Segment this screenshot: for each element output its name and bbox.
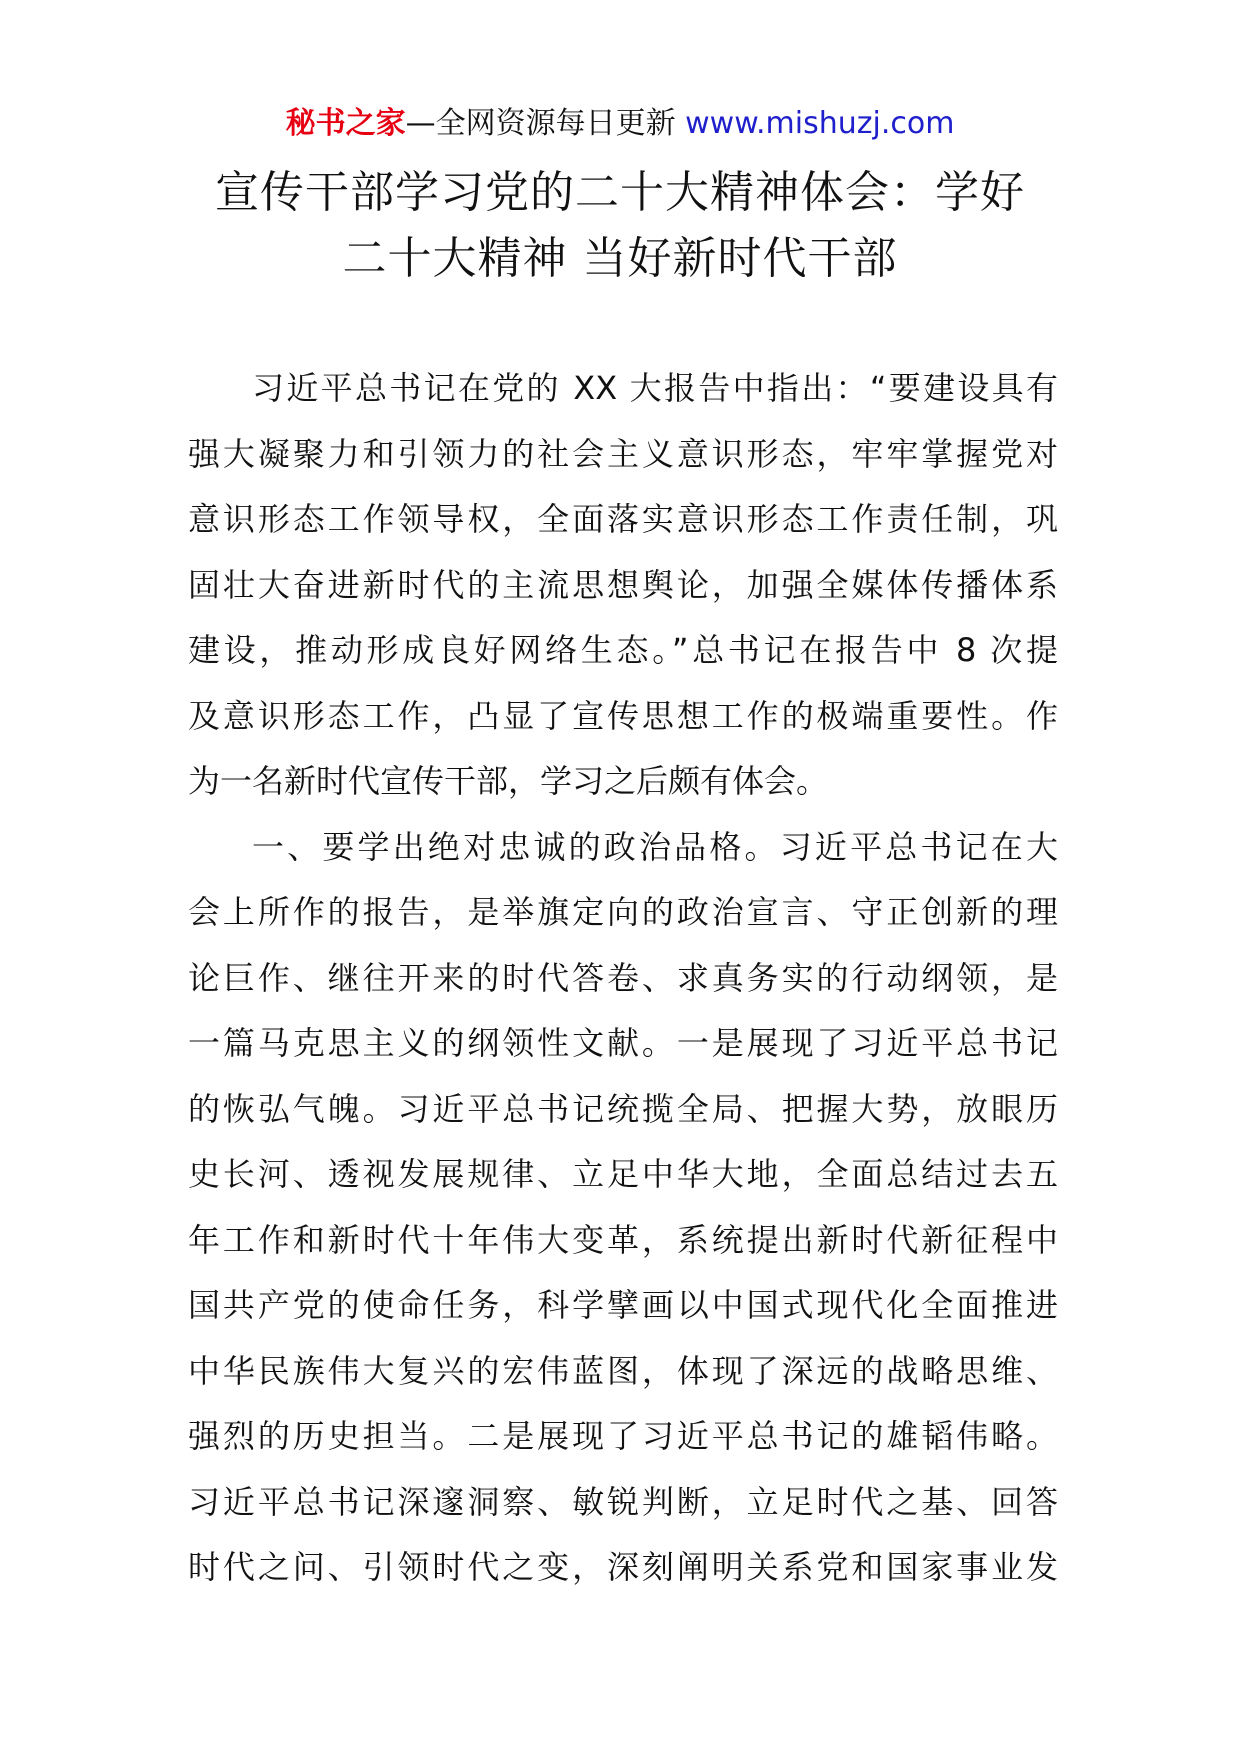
text-line: 时代之问、引领时代之变，深刻阐明关系党和国家事业发 — [188, 1548, 1058, 1586]
paragraph-2 — [188, 815, 1058, 1601]
text-line: 一、要学出绝对忠诚的政治品格。习近平总书记在大 — [252, 827, 1058, 866]
text-line: 国共产党的使命任务，科学擘画以中国式现代化全面推进 — [188, 1286, 1058, 1324]
text-line: 为一名新时代宣传干部，学习之后颇有体会。 — [188, 762, 829, 800]
paragraph-1 — [188, 356, 1058, 815]
text-line: 习近平总书记在党的 XX 大报告中指出：“要建设具有 — [252, 369, 1058, 407]
document-title — [150, 160, 1090, 292]
header-tagline: —全网资源每日更新 — [405, 106, 686, 141]
watermark-header — [0, 104, 1240, 144]
brand-name: 秘书之家 — [285, 106, 406, 141]
text-line: 论巨作、继往开来的时代答卷、求真务实的行动纲领，是 — [188, 958, 1058, 997]
title-line: 宣传干部学习党的二十大精神体会：学好 — [215, 167, 1025, 218]
site-url-link[interactable]: www.mishuzj.com — [685, 106, 955, 141]
text-line: 史长河、透视发展规律、立足中华大地，全面总结过去五 — [188, 1155, 1058, 1193]
text-line: 建设，推动形成良好网络生态。”总书记在报告中 8 次提 — [188, 631, 1058, 669]
text-line: 固壮大奋进新时代的主流思想舆论，加强全媒体传播体系 — [188, 565, 1058, 604]
title-line: 二十大精神 当好新时代干部 — [342, 233, 898, 284]
text-line: 强大凝聚力和引领力的社会主义意识形态，牢牢掌握党对 — [188, 434, 1058, 473]
text-line: 一篇马克思主义的纲领性文献。一是展现了习近平总书记 — [188, 1024, 1058, 1062]
text-line: 年工作和新时代十年伟大变革，系统提出新时代新征程中 — [188, 1220, 1058, 1259]
text-line: 意识形态工作领导权，全面落实意识形态工作责任制，巩 — [188, 500, 1058, 538]
text-line: 会上所作的报告，是举旗定向的政治宣言、守正创新的理 — [188, 893, 1058, 931]
text-line: 强烈的历史担当。二是展现了习近平总书记的雄韬伟略。 — [188, 1417, 1058, 1455]
document-body — [188, 356, 1058, 1601]
text-line: 的恢弘气魄。习近平总书记统揽全局、把握大势，放眼历 — [188, 1089, 1058, 1128]
text-line: 及意识形态工作，凸显了宣传思想工作的极端重要性。作 — [188, 696, 1058, 735]
text-line: 中华民族伟大复兴的宏伟蓝图，体现了深远的战略思维、 — [188, 1351, 1058, 1390]
text-line: 习近平总书记深邃洞察、敏锐判断，立足时代之基、回答 — [188, 1482, 1058, 1521]
